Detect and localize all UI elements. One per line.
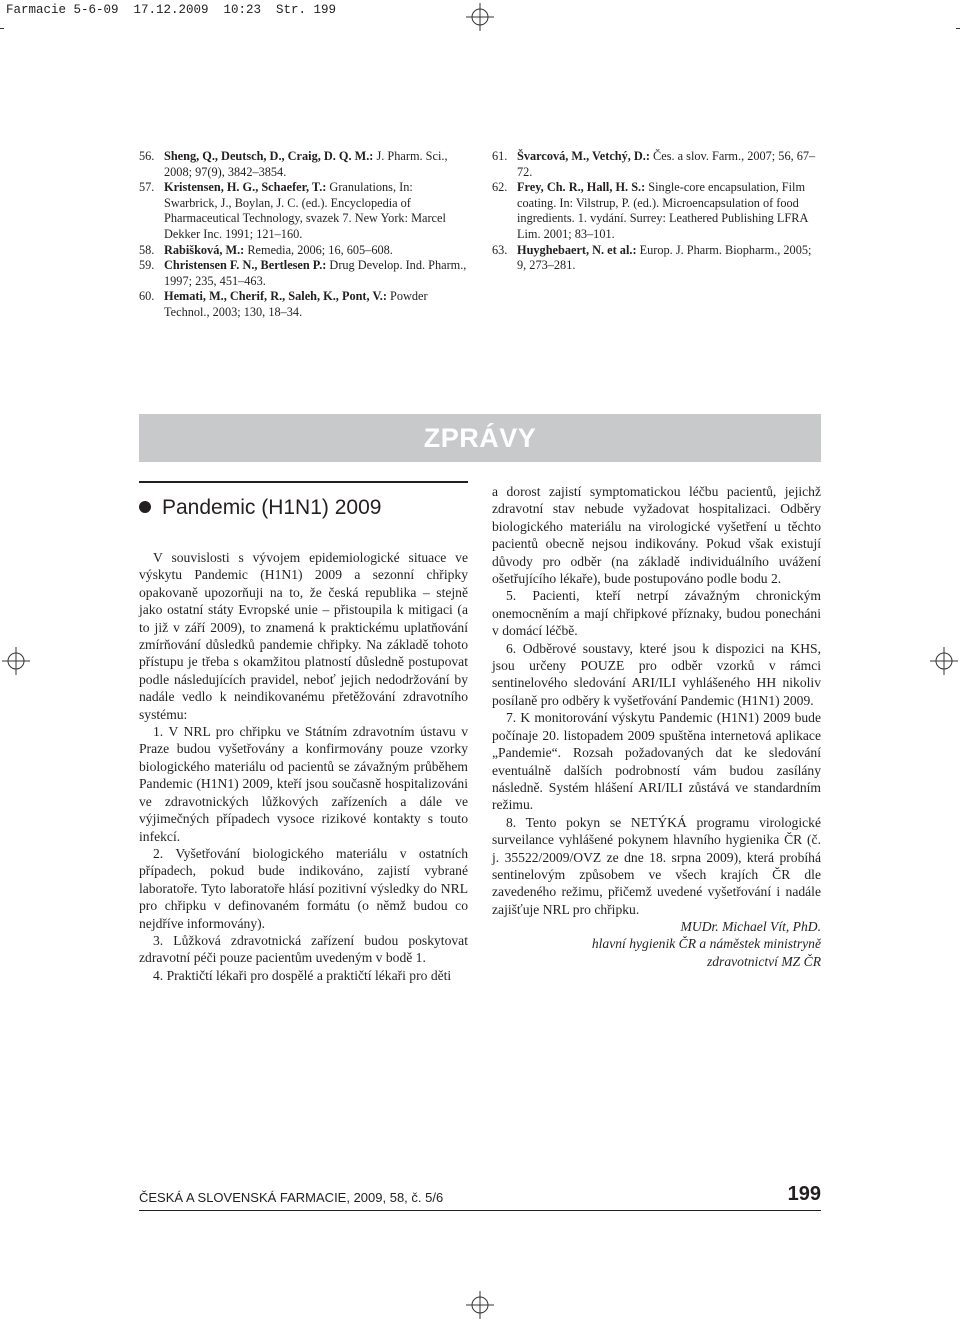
reference-item: 59. Christensen F. N., Bertlesen P.: Drug Develop. Ind. Pharm., 1997; 235, 451–463. (139, 258, 467, 288)
journal-footer: ČESKÁ A SLOVENSKÁ FARMACIE, 2009, 58, č. 5/6 (139, 1190, 444, 1205)
article-column-left (139, 549, 468, 984)
paragraph: 1. V NRL pro chřipku ve Státním zdravotním ústavu v Praze budou vyšetřovány a konfirmovány pouze vzorky biologického materiálu od pacientů se závažným průběhem Pandemic (H1N1) 2009, kteří jsou současně hospitalizováni ve zdravotnických lůžkových zařízeních a dále ve výjimečných případech vysoce rizikové kontakty s touto infekcí. (139, 724, 468, 844)
section-banner-label: ZPRÁVY (423, 423, 537, 453)
registration-mark-top (466, 3, 494, 31)
article-title (139, 495, 479, 521)
registration-mark-right (930, 647, 958, 675)
signature-name: MUDr. Michael Vít, PhD. (680, 919, 821, 934)
registration-mark-bottom (466, 1291, 494, 1319)
references-right (492, 149, 821, 274)
reference-item: 57. Kristensen, H. G., Schaefer, T.: Granulations, In: Swarbrick, J., Boylan, J. C. (ed.). Encyclopedia of Pharmaceutical Technology, svazek 7. New York: Marcel Dekker Inc. 1991; 121–160. (139, 180, 446, 241)
paragraph: 6. Odběrové soustavy, které jsou k dispozici na KHS, jsou určeny POUZE pro odběr vzorků v rámci sentinelového sledování ARI/ILI vyhlášeného HH nikoliv posílaně pro odběry k vyšetřování Pandemic (H1N1) 2009. (492, 640, 821, 708)
reference-item: 61. Švarcová, M., Vetchý, D.: Čes. a slov. Farm., 2007; 56, 67–72. (492, 149, 816, 179)
signature-role: hlavní hygienik ČR a náměstek ministryně (591, 936, 821, 952)
paragraph: V souvislosti s vývojem epidemiologické situace ve výskytu Pandemic (H1N1) 2009 a sezonní chřipky opakovaně upozorňuji na to, že česká republika – stejně jako ostatní státy Evropské unie – přistoupila k mitigaci (a to již v září 2009), to znamená k praktickému uplatňování zmírňování důsledků pandemie chřipky. Na základě tohoto přístupu je třeba s okamžitou platností důsledně postupovat podle následujících pravidel, neboť jejich nedodržování by nadále vedlo k neindikovanému přetěžování zdravotního systému: (139, 550, 468, 722)
crop-mark-top-right (956, 28, 960, 29)
bullet-icon (139, 501, 151, 513)
print-slug: Farmacie 5-6-09 17.12.2009 10:23 Str. 199 (6, 3, 337, 17)
article-column-right (492, 483, 821, 918)
paragraph: 8. Tento pokyn se NETÝKÁ programu virologické surveilance vyhlášené pokynem hlavního hygienika ČR (č. j. 35522/2009/OVZ ze dne 18. srpna 2009), která probíhá sentinelovým způsobem ve všech krajích ČR dle zavedeného režimu, přičemž uvedené vyšetřování i nadále zajišťuje NRL pro chřipku. (492, 814, 821, 917)
crop-mark-top-left (0, 28, 4, 29)
page-number: 199 (787, 1183, 821, 1205)
paragraph: 2. Vyšetřování biologického materiálu v ostatních případech, pokud bude indikováno, zajistí vybrané laboratoře. Tyto laboratoře hlásí pozitivní výsledky do NRL pro chřipku v definovaném formátu (o němž budou co nejdříve informovány). (139, 845, 468, 931)
paragraph: 7. K monitorování výskytu Pandemic (H1N1) 2009 bude počínaje 20. listopadem 2009 spuštěna internetová aplikace „Pandemie“. Rozsah požadovaných dat ke sledování eventuálně dalších podrobností vám budou zasílány následně. Systém hlášení ARI/ILI zůstává ve standardním režimu. (492, 710, 821, 813)
registration-mark-left (2, 647, 30, 675)
signature-role: zdravotnictví MZ ČR (706, 953, 821, 969)
reference-item: 60. Hemati, M., Cherif, R., Saleh, K., Pont, V.: Powder Technol., 2003; 130, 18–34. (139, 289, 428, 319)
paragraph: 3. Lůžková zdravotnická zařízení budou poskytovat zdravotní péči pouze pacientům uvedeným v bodě 1. (139, 932, 468, 966)
signature-block (592, 918, 821, 970)
references-left (139, 149, 468, 321)
reference-item: 56. Sheng, Q., Deutsch, D., Craig, D. Q. M.: J. Pharm. Sci., 2008; 97(9), 3842–3854. (139, 149, 448, 179)
footer-rule (139, 1210, 821, 1211)
title-rule (139, 481, 468, 483)
paragraph: 5. Pacienti, kteří netrpí závažným chronickým onemocněním a mají chřipkové příznaky, budou ponecháni v domácí léčbě. (492, 588, 821, 639)
reference-item: 58. Rabišková, M.: Remedia, 2006; 16, 605–608. (139, 242, 393, 257)
paragraph: 4. Praktičtí lékaři pro dospělé a praktičtí lékaři pro děti (153, 967, 452, 983)
section-banner (139, 414, 821, 462)
reference-item: 63. Huyghebaert, N. et al.: Europ. J. Pharm. Biopharm., 2005; 9, 273–281. (492, 242, 812, 273)
article-title-text: Pandemic (H1N1) 2009 (162, 496, 382, 519)
reference-item: 62. Frey, Ch. R., Hall, H. S.: Single-core encapsulation, Film coating. In: Vilstrup, P. (ed.). Microencapsulation of food ingredients. 1. vydání. Surrey: Leathered Publishing LFRA Lim. 2001; 83–101. (492, 180, 808, 241)
paragraph: a dorost zajistí symptomatickou léčbu pacientů, jejichž zdravotní stav nebude vyžadovat hospitalizaci. Odběry biologického materiálu na virologické vyšetření u těchto pacientů obecně nejsou indikovány. Pokud však existují důvody pro odběr (na základě individuálního uvážení ošetřujícího lékaře), bude postupováno podle bodu 2. (492, 484, 821, 587)
